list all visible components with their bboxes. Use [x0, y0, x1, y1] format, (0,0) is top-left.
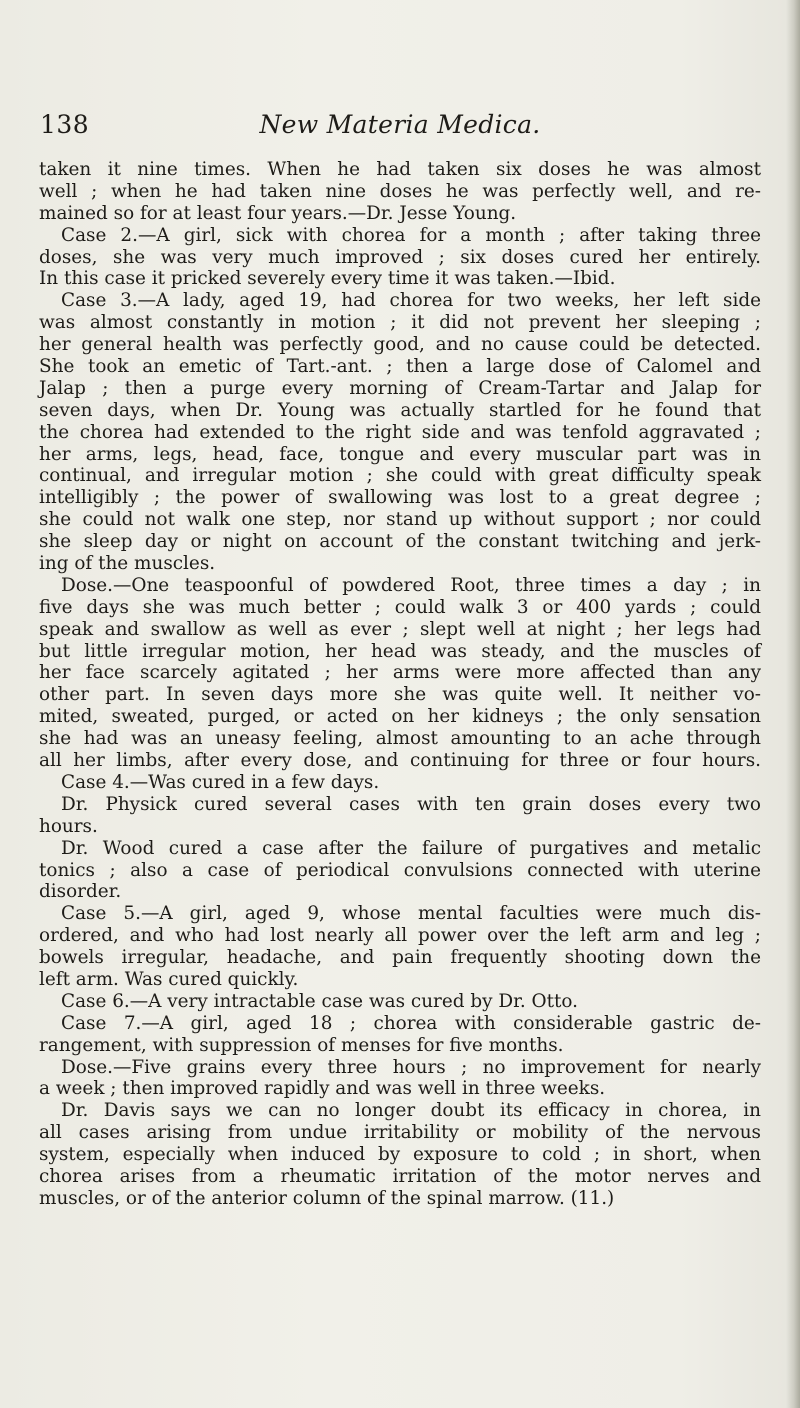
text-line: disorder.	[39, 881, 122, 903]
text-line: her general health was perfectly good, and no cause could be detected.	[39, 334, 761, 356]
text-line: muscles, or of the anterior column of the spinal marrow. (11.)	[39, 1187, 615, 1209]
text-line: Dr. Physick cured several cases with ten grain doses every two	[61, 793, 761, 815]
text-line: ing of the muscles.	[39, 553, 216, 575]
text-line: seven days, when Dr. Young was actually startled for he found that	[39, 399, 761, 421]
text-line: a week ; then improved rapidly and was well in three weeks.	[39, 1078, 606, 1100]
text-line: Case 2.—A girl, sick with chorea for a month ; after taking three	[61, 224, 761, 246]
text-line: all cases arising from undue irritability or mobility of the nervous	[39, 1122, 761, 1144]
page-number: 138	[40, 110, 90, 139]
page-header	[40, 110, 760, 150]
text-line: left arm. Was cured quickly.	[39, 968, 299, 990]
text-line: continual, and irregular motion ; she could with great difficulty speak	[39, 465, 761, 487]
text-line: five days she was much better ; could walk 3 or 400 yards ; could	[39, 596, 761, 618]
body-text	[39, 159, 761, 1210]
text-line: Case 3.—A lady, aged 19, had chorea for two weeks, her left side	[61, 290, 761, 312]
page-edge-shadow	[786, 0, 800, 1408]
text-line: taken it nine times. When he had taken six doses he was almost	[39, 159, 761, 180]
text-line: tonics ; also a case of periodical convulsions connected with uterine	[39, 859, 761, 881]
text-line: system, especially when induced by exposure to cold ; in short, when	[39, 1144, 761, 1166]
text-line: mited, sweated, purged, or acted on her kidneys ; the only sensation	[39, 706, 761, 728]
text-line: she could not walk one step, nor stand up without support ; nor could	[39, 509, 761, 531]
text-line: the chorea had extended to the right side and was tenfold aggravated ;	[39, 421, 761, 443]
text-line: she sleep day or night on account of the constant twitching and jerk-	[39, 531, 761, 553]
text-line: doses, she was very much improved ; six doses cured her entirely.	[39, 246, 761, 268]
text-line: speak and swallow as well as ever ; slept well at night ; her legs had	[39, 618, 761, 640]
text-line: hours.	[39, 815, 98, 837]
text-line: Dr. Wood cured a case after the failure of purgatives and metalic	[61, 837, 761, 859]
text-line: was almost constantly in motion ; it did not prevent her sleeping ;	[39, 312, 761, 334]
text-line: She took an emetic of Tart.-ant. ; then a large dose of Calomel and	[39, 356, 761, 378]
text-line: intelligibly ; the power of swallowing was lost to a great degree ;	[39, 487, 761, 509]
text-line: In this case it pricked severely every time it was taken.—Ibid.	[39, 268, 616, 290]
text-line: Case 7.—A girl, aged 18 ; chorea with considerable gastric de-	[61, 1012, 761, 1034]
text-line: she had was an uneasy feeling, almost amounting to an ache through	[39, 728, 761, 750]
running-title: New Materia Medica.	[259, 110, 541, 139]
text-line: well ; when he had taken nine doses he was perfectly well, and re-	[39, 180, 761, 202]
text-line: Jalap ; then a purge every morning of Cream-Tartar and Jalap for	[39, 377, 761, 399]
text-line: her face scarcely agitated ; her arms were more affected than any	[39, 662, 761, 684]
text-line: but little irregular motion, her head was steady, and the muscles of	[39, 640, 761, 662]
text-line: Dose.—Five grains every three hours ; no improvement for nearly	[61, 1056, 761, 1078]
text-line: Dr. Davis says we can no longer doubt its efficacy in chorea, in	[61, 1100, 761, 1122]
text-line: ordered, and who had lost nearly all power over the left arm and leg ;	[39, 925, 761, 947]
text-line: chorea arises from a rheumatic irritation of the motor nerves and	[39, 1165, 761, 1187]
text-line: Case 5.—A girl, aged 9, whose mental faculties were much dis-	[61, 903, 761, 925]
text-line: other part. In seven days more she was quite well. It neither vo-	[39, 684, 761, 706]
text-line: mained so for at least four years.—Dr. Jesse Young.	[39, 202, 517, 224]
text-line: all her limbs, after every dose, and continuing for three or four hours.	[39, 750, 761, 772]
text-line: bowels irregular, headache, and pain frequently shooting down the	[39, 947, 761, 969]
text-line: Case 6.—A very intractable case was cured by Dr. Otto.	[61, 990, 579, 1012]
text-line: Dose.—One teaspoonful of powdered Root, three times a day ; in	[61, 574, 761, 596]
text-line: her arms, legs, head, face, tongue and every muscular part was in	[39, 443, 761, 465]
text-line: Case 4.—Was cured in a few days.	[61, 771, 380, 793]
text-line: rangement, with suppression of menses for five months.	[39, 1034, 564, 1056]
